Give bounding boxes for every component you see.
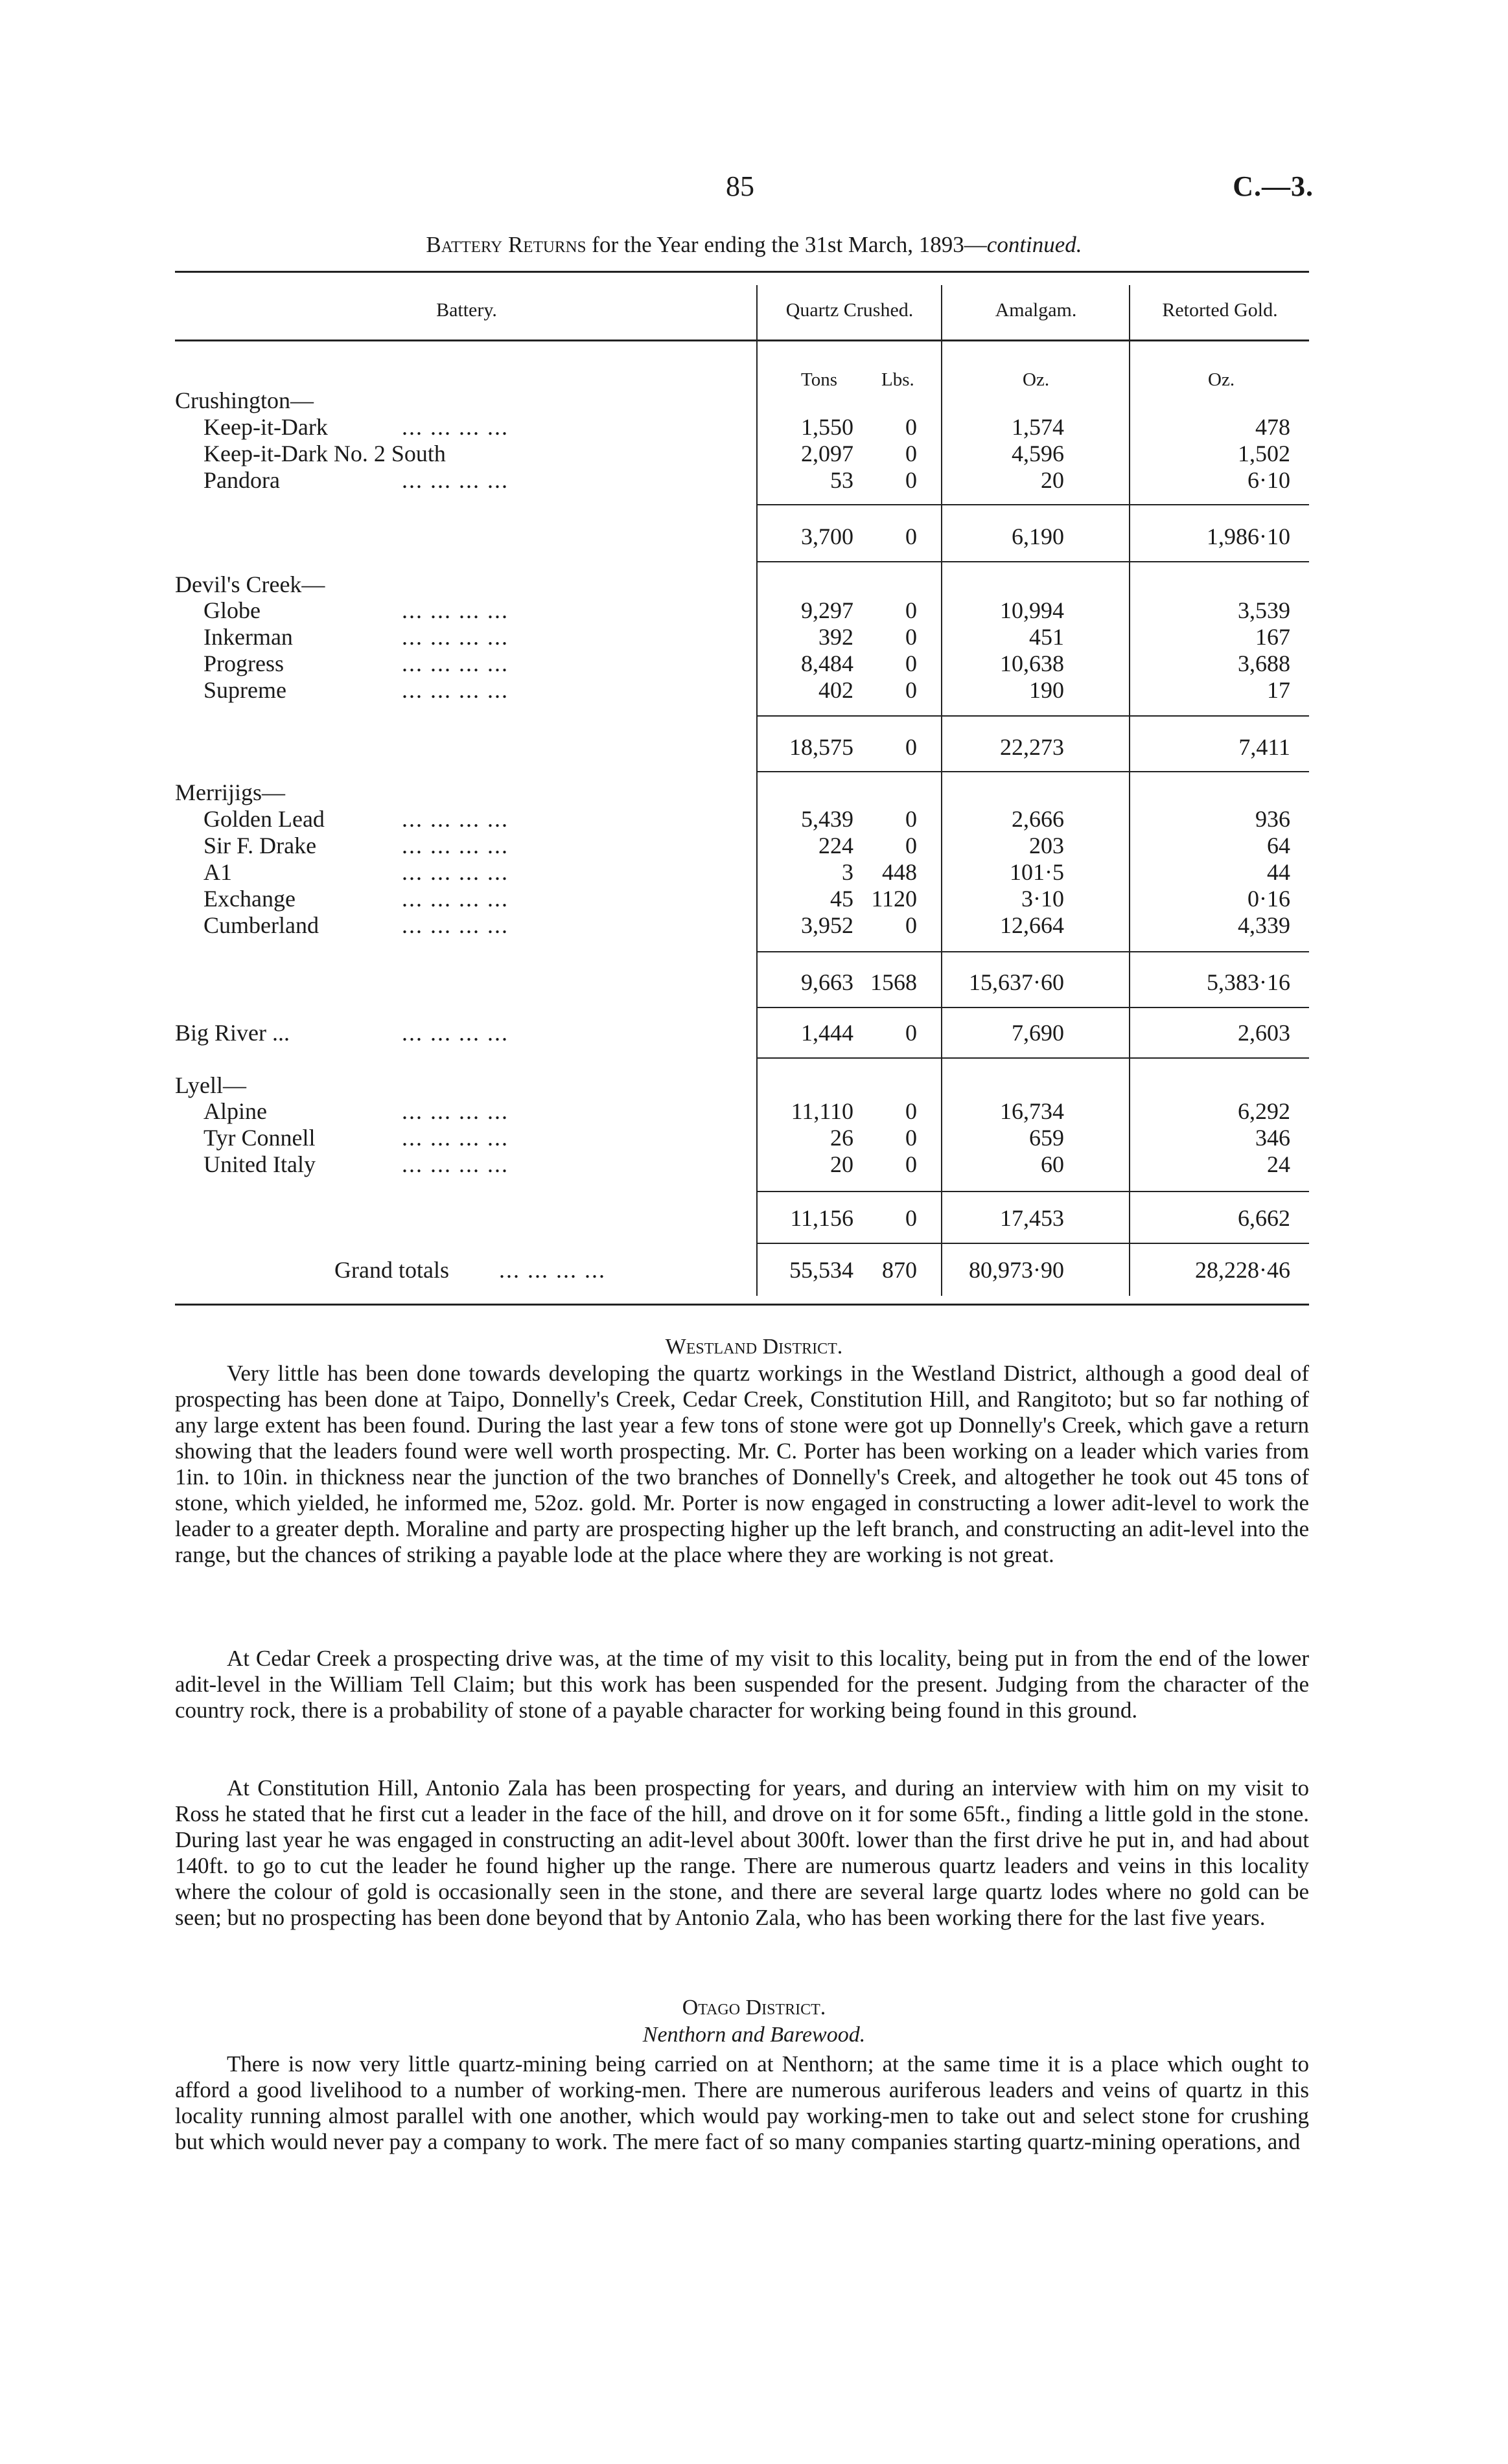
leader-dots: ... ... ... ... [402, 467, 509, 493]
cell-tons: 2,097 [801, 441, 853, 466]
section-heading-otago: Otago District. [682, 1996, 826, 2020]
subtotal-gold: 1,986·10 [1207, 524, 1290, 549]
group-label: Crushington— [175, 387, 314, 413]
leader-dots: ... ... ... ... [402, 1098, 509, 1124]
battery-name: Inkerman [203, 624, 293, 650]
group-label: Merrijigs— [175, 779, 285, 805]
cell-gold: 1,502 [1238, 441, 1290, 466]
subtotal-lbs: 1568 [870, 969, 917, 995]
cell-lbs: 448 [882, 859, 917, 885]
cell-lbs: 0 [905, 441, 917, 466]
cell-amalgam: 10,994 [1000, 597, 1064, 623]
subtotal-row [0, 524, 1508, 549]
table-row [0, 886, 1508, 912]
grand-total-lbs: 870 [882, 1257, 917, 1283]
subtotal-lbs: 0 [905, 1205, 917, 1231]
subtotal-gold: 6,662 [1238, 1205, 1290, 1231]
leader-dots: ... ... ... ... [402, 1125, 509, 1151]
cell-tons: 9,297 [801, 597, 853, 623]
subtotal-tons: 3,700 [801, 524, 853, 549]
cell-tons: 224 [818, 833, 853, 858]
cell-tons: 1,444 [801, 1020, 853, 1046]
table-row [0, 833, 1508, 858]
leader-dots: ... ... ... ... [402, 833, 509, 858]
grand-total-tons: 55,534 [789, 1257, 853, 1283]
cell-lbs: 0 [905, 1020, 917, 1046]
col-header-gold: Retorted Gold. [1162, 299, 1278, 321]
table-row [0, 1098, 1508, 1124]
unit-lbs: Lbs. [881, 369, 914, 390]
cell-amalgam: 2,666 [1012, 806, 1064, 832]
subtotal-rule [756, 1191, 1309, 1192]
leader-dots: ... ... ... ... [402, 597, 509, 623]
table-row [0, 414, 1508, 440]
cell-lbs: 0 [905, 414, 917, 440]
group-heading-lyell [0, 1072, 1508, 1098]
leader-dots: ... ... ... ... [402, 912, 509, 938]
subtotal-tons: 18,575 [789, 734, 853, 760]
paragraph: Very little has been done towards developing the quartz workings in the Westland District, although a good deal of prospecting has been done at Taipo, Donnelly's Creek, Cedar Creek, Constitution Hill, and Rangitoto; but so far nothing of any large extent has been found. During the last year a few tons of stone were got up Donnelly's Creek, which gave a return showing that the leaders found were well worth prospecting. Mr. C. Porter has been working on a leader which varies from 1in. to 10in. in thickness near the junction of the two branches of Donnelly's Creek, and altogether he took out 45 tons of stone, which yielded, he informed me, 52oz. gold. Mr. Porter is now engaged in constructing a lower adit-level to work the leader to a greater depth. Moraline and party are prospecting higher up the left branch, and constructing an adit-level into the range, but the chances of striking a payable lode at the place where they are working is not great. [175, 1361, 1309, 1567]
cell-gold: 24 [1267, 1151, 1290, 1177]
battery-name: Cumberland [203, 912, 319, 938]
cell-tons: 53 [830, 467, 853, 493]
subtotal-rule [756, 1243, 1309, 1244]
leader-dots: ... ... ... ... [402, 624, 509, 650]
cell-gold: 0·16 [1247, 886, 1290, 912]
cell-amalgam: 16,734 [1000, 1098, 1064, 1124]
leader-dots: ... ... ... ... [402, 806, 509, 832]
cell-gold: 3,539 [1238, 597, 1290, 623]
cell-amalgam: 12,664 [1000, 912, 1064, 938]
cell-tons: 11,110 [791, 1098, 853, 1124]
cell-gold: 64 [1267, 833, 1290, 858]
battery-name: Exchange [203, 886, 296, 912]
group-heading-merrijigs [0, 779, 1508, 805]
cell-lbs: 0 [905, 912, 917, 938]
cell-gold: 478 [1255, 414, 1290, 440]
leader-dots: ... ... ... ... [402, 859, 509, 885]
leader-dots: ... ... ... ... [402, 677, 509, 703]
grand-total-gold: 28,228·46 [1195, 1257, 1290, 1283]
subtotal-rule [756, 1007, 1309, 1008]
cell-lbs: 0 [905, 806, 917, 832]
battery-name: Pandora [203, 467, 280, 493]
subtotal-rule [756, 771, 1309, 772]
grand-total-amalgam: 80,973·90 [969, 1257, 1064, 1283]
table-title-caps: Battery Returns [426, 232, 586, 257]
cell-lbs: 0 [905, 677, 917, 703]
table-title [0, 232, 1508, 258]
cell-lbs: 0 [905, 624, 917, 650]
group-heading-devils-creek [0, 571, 1508, 597]
battery-name: Big River ... [175, 1020, 290, 1046]
table-header-rule [175, 340, 1309, 341]
subtotal-lbs: 0 [905, 524, 917, 549]
table-row [0, 597, 1508, 623]
leader-dots: ... ... ... ... [402, 886, 509, 912]
cell-amalgam: 4,596 [1012, 441, 1064, 466]
subtotal-rule [756, 715, 1309, 717]
leader-dots: ... ... ... ... [402, 1151, 509, 1177]
leader-dots: ... ... ... ... [402, 414, 509, 440]
table-row [0, 1125, 1508, 1151]
cell-gold: 3,688 [1238, 651, 1290, 676]
battery-name: Keep-it-Dark No. 2 South [203, 441, 446, 466]
table-title-italic: continued. [986, 232, 1082, 257]
subtotal-row [0, 734, 1508, 760]
subtotal-amalgam: 6,190 [1012, 524, 1064, 549]
cell-amalgam: 101·5 [1010, 859, 1064, 885]
cell-lbs: 0 [905, 1125, 917, 1151]
cell-lbs: 0 [905, 597, 917, 623]
subtotal-rule [756, 951, 1309, 952]
battery-name: Sir F. Drake [203, 833, 317, 858]
cell-amalgam: 20 [1041, 467, 1064, 493]
grand-total-label: Grand totals [334, 1257, 449, 1283]
unit-tons: Tons [801, 369, 837, 390]
cell-amalgam: 3·10 [1021, 886, 1064, 912]
subtotal-amalgam: 15,637·60 [969, 969, 1064, 995]
table-row [0, 859, 1508, 885]
subtotal-gold: 7,411 [1238, 734, 1290, 760]
cell-gold: 2,603 [1238, 1020, 1290, 1046]
cell-gold: 167 [1255, 624, 1290, 650]
table-row [0, 806, 1508, 832]
paragraph: At Cedar Creek a prospecting drive was, at the time of my visit to this locality, being put in from the end of the lower adit-level in the William Tell Claim; but this work has been suspended for the present. Judging from the character of the country rock, there is a probability of stone of a payable character for working being found in this ground. [175, 1646, 1309, 1723]
col-header-quartz: Quartz Crushed. [785, 299, 914, 321]
subtotal-lbs: 0 [905, 734, 917, 760]
cell-gold: 6·10 [1247, 467, 1290, 493]
col-header-battery: Battery. [436, 299, 497, 321]
cell-lbs: 0 [905, 467, 917, 493]
table-row [0, 651, 1508, 676]
cell-lbs: 0 [905, 1098, 917, 1124]
cell-amalgam: 10,638 [1000, 651, 1064, 676]
table-row [0, 624, 1508, 650]
cell-lbs: 0 [905, 651, 917, 676]
cell-gold: 4,339 [1238, 912, 1290, 938]
table-bottom-rule [175, 1304, 1309, 1306]
cell-tons: 26 [830, 1125, 853, 1151]
table-row [0, 677, 1508, 703]
cell-tons: 5,439 [801, 806, 853, 832]
cell-tons: 3,952 [801, 912, 853, 938]
cell-amalgam: 451 [1029, 624, 1064, 650]
subtotal-gold: 5,383·16 [1207, 969, 1290, 995]
group-label: Devil's Creek— [175, 571, 325, 597]
battery-name: Golden Lead [203, 806, 325, 832]
subtotal-tons: 9,663 [801, 969, 853, 995]
subheading-nenthorn: Nenthorn and Barewood. [642, 2023, 866, 2047]
subtotal-tons: 11,156 [790, 1205, 853, 1231]
battery-name: Progress [203, 651, 284, 676]
section-heading-westland: Westland District. [665, 1335, 843, 1359]
cell-gold: 346 [1255, 1125, 1290, 1151]
table-row-big-river [0, 1020, 1508, 1046]
leader-dots: ... ... ... ... [402, 1020, 509, 1046]
unit-amalgam: Oz. [1023, 369, 1050, 390]
table-row [0, 467, 1508, 493]
battery-name: A1 [203, 859, 232, 885]
cell-amalgam: 60 [1041, 1151, 1064, 1177]
battery-name: United Italy [203, 1151, 316, 1177]
paragraph: There is now very little quartz-mining being carried on at Nenthorn; at the same time it is a place which ought to afford a good livelihood to a number of working-men. There are numerous auriferous leaders and veins of quartz in this locality running almost parallel with one another, which would pay working-men to take out and select stone for crushing but which would never pay a company to work. The mere fact of so many companies starting quartz-mining operations, and [175, 2051, 1309, 2154]
subtotal-row [0, 1205, 1508, 1231]
table-top-rule [175, 271, 1309, 273]
cell-tons: 1,550 [801, 414, 853, 440]
battery-name: Tyr Connell [203, 1125, 316, 1151]
grand-total-row [0, 1257, 1508, 1283]
cell-lbs: 1120 [871, 886, 917, 912]
cell-gold: 17 [1267, 677, 1290, 703]
paragraph: At Constitution Hill, Antonio Zala has been prospecting for years, and during an interview with him on my visit to Ross he stated that he first cut a leader in the face of the hill, and drove on it for some 65ft., finding a little gold in the stone. During last year he was engaged in constructing an adit-level about 300ft. lower than the first drive he put in, and had about 140ft. to go to cut the leader he found higher up the range. There are numerous quartz leaders and veins in this locality where the colour of gold is occasionally seen in the stone, and there are several large quartz lodes where no gold can be seen; but no prospecting has been done beyond that by Antonio Zala, who has been working there for the last five years. [175, 1775, 1309, 1930]
battery-name: Alpine [203, 1098, 267, 1124]
table-row [0, 441, 1508, 466]
unit-gold: Oz. [1208, 369, 1235, 390]
page-reference: C.—3. [1233, 170, 1314, 202]
cell-amalgam: 659 [1029, 1125, 1064, 1151]
cell-gold: 44 [1267, 859, 1290, 885]
cell-gold: 6,292 [1238, 1098, 1290, 1124]
battery-name: Keep-it-Dark [203, 414, 328, 440]
page-number: 85 [726, 170, 754, 202]
subtotal-rule [756, 1057, 1309, 1059]
battery-name: Supreme [203, 677, 286, 703]
cell-lbs: 0 [905, 1151, 917, 1177]
cell-amalgam: 203 [1029, 833, 1064, 858]
cell-tons: 8,484 [801, 651, 853, 676]
cell-tons: 20 [830, 1151, 853, 1177]
cell-amalgam: 1,574 [1012, 414, 1064, 440]
cell-gold: 936 [1255, 806, 1290, 832]
subtotal-amalgam: 17,453 [1000, 1205, 1064, 1231]
group-label: Lyell— [175, 1072, 246, 1098]
leader-dots: ... ... ... ... [499, 1257, 606, 1283]
subtotal-rule [756, 504, 1309, 505]
subtotal-amalgam: 22,273 [1000, 734, 1064, 760]
table-row [0, 1151, 1508, 1177]
cell-amalgam: 190 [1029, 677, 1064, 703]
subtotal-rule [756, 561, 1309, 562]
table-row [0, 912, 1508, 938]
leader-dots: ... ... ... ... [402, 651, 509, 676]
table-title-main: for the Year ending the 31st March, 1893— [586, 232, 987, 257]
group-heading-crushington [0, 387, 1508, 413]
cell-tons: 402 [818, 677, 853, 703]
cell-tons: 3 [842, 859, 853, 885]
battery-name: Globe [203, 597, 261, 623]
col-header-amalgam: Amalgam. [995, 299, 1077, 321]
cell-lbs: 0 [905, 833, 917, 858]
cell-tons: 392 [818, 624, 853, 650]
subtotal-row [0, 969, 1508, 995]
cell-amalgam: 7,690 [1012, 1020, 1064, 1046]
cell-tons: 45 [830, 886, 853, 912]
